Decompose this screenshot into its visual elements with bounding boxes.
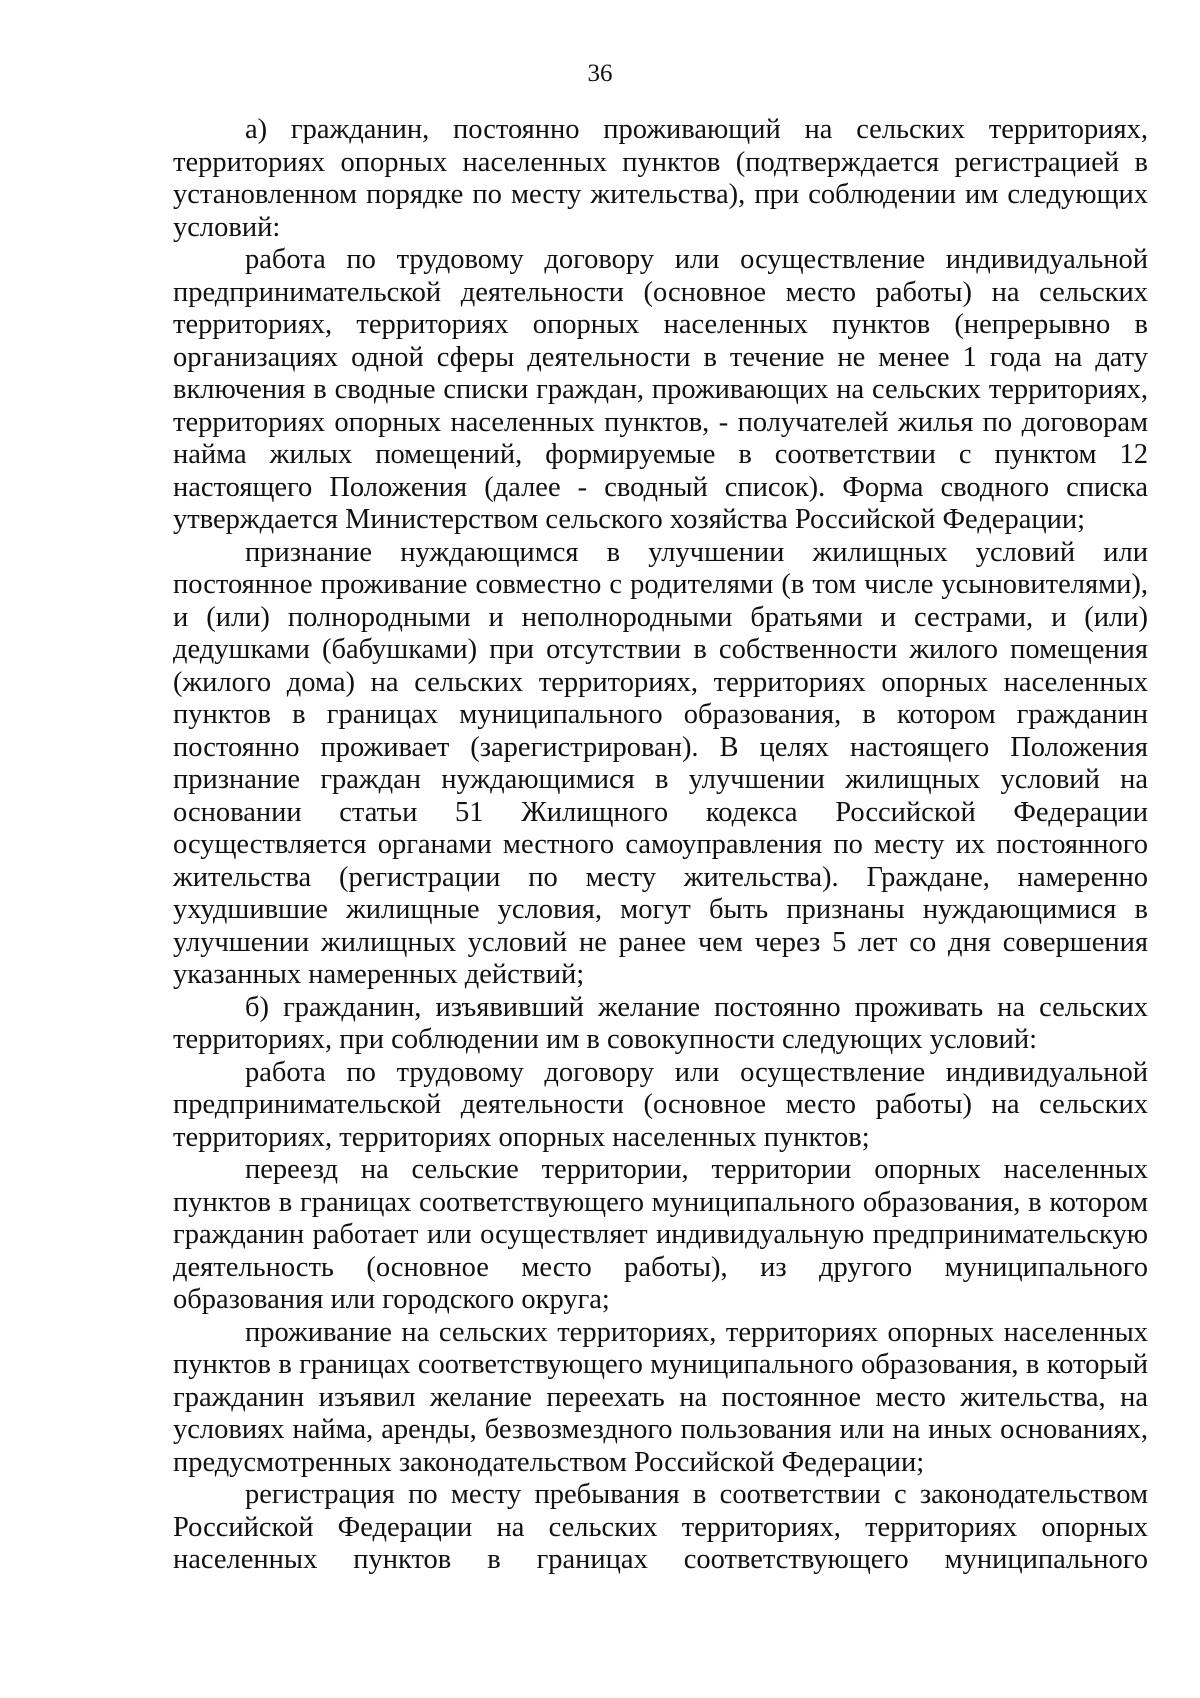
paragraph-employment-condition: работа по трудовому договору или осуществление индивидуальной предпринимательской деятельности (основное место работы) на сельских территориях, территориях опорных населенных пунктов (непрерывно в организациях одной сферы деятельности в течение не менее 1 года на дату включения в сводные списки граждан, проживающих на сельских территориях, территориях опорных населенных пунктов, - получателей жилья по договорам найма жилых помещений, формируемые в соответствии с пунктом 12 настоящего Положения (далее - сводный список). Форма сводного списка утверждается Министерством сельского хозяйства Российской Федерации; — [173, 244, 1148, 535]
paragraph-relocation-condition: переезд на сельские территории, территории опорных населенных пунктов в границах соответствующего муниципального образования, в котором гражданин работает или осуществляет индивидуальную предпринимательскую деятельность (основное место работы), из другого муниципального образования или городского округа; — [173, 1154, 1148, 1315]
paragraph-employment-condition-b: работа по трудовому договору или осуществление индивидуальной предпринимательской деятельности (основное место работы) на сельских территориях, территориях опорных населенных пунктов; — [173, 1056, 1148, 1153]
paragraph-residence-condition: проживание на сельских территориях, территориях опорных населенных пунктов в границах соответствующего муниципального образования, в который гражданин изъявил желание переехать на постоянное место жительства, на условиях найма, аренды, безвозмездного пользования или на иных основаниях, предусмотренных законодательством Российской Федерации; — [173, 1316, 1148, 1478]
paragraph-registration-condition: регистрация по месту пребывания в соответствии с законодательством Российской Федерации на сельских территориях, территориях опорных населенных пунктов в границах соответствующего муниципального — [173, 1479, 1148, 1575]
paragraph-a: а) гражданин, постоянно проживающий на сельских территориях, территориях опорных населенных пунктов (подтверждается регистрацией в установленном порядке по месту жительства), при соблюдении им следующих условий: — [173, 114, 1148, 243]
paragraph-housing-need-condition: признание нуждающимся в улучшении жилищных условий или постоянное проживание совместно с родителями (в том числе усыновителями), и (или) полнородными и неполнородными братьями и сестрами, и (или) дедушками (бабушками) при отсутствии в собственности жилого помещения (жилого дома) на сельских территориях, территориях опорных населенных пунктов в границах муниципального образования, в котором гражданин постоянно проживает (зарегистрирован). В целях настоящего Положения признание граждан нуждающимися в улучшении жилищных условий на основании статьи 51 Жилищного кодекса Российской Федерации осуществляется органами местного самоуправления по месту их постоянного жительства (регистрации по месту жительства). Граждане, намеренно ухудшившие жилищные условия, могут быть признаны нуждающимися в улучшении жилищных условий не ранее чем через 5 лет со дня совершения указанных намеренных действий; — [173, 536, 1148, 990]
page-number: 36 — [587, 60, 613, 87]
paragraph-b: б) гражданин, изъявивший желание постоянно проживать на сельских территориях, при соблюдении им в совокупности следующих условий: — [173, 991, 1148, 1055]
document-body — [173, 114, 1148, 1577]
